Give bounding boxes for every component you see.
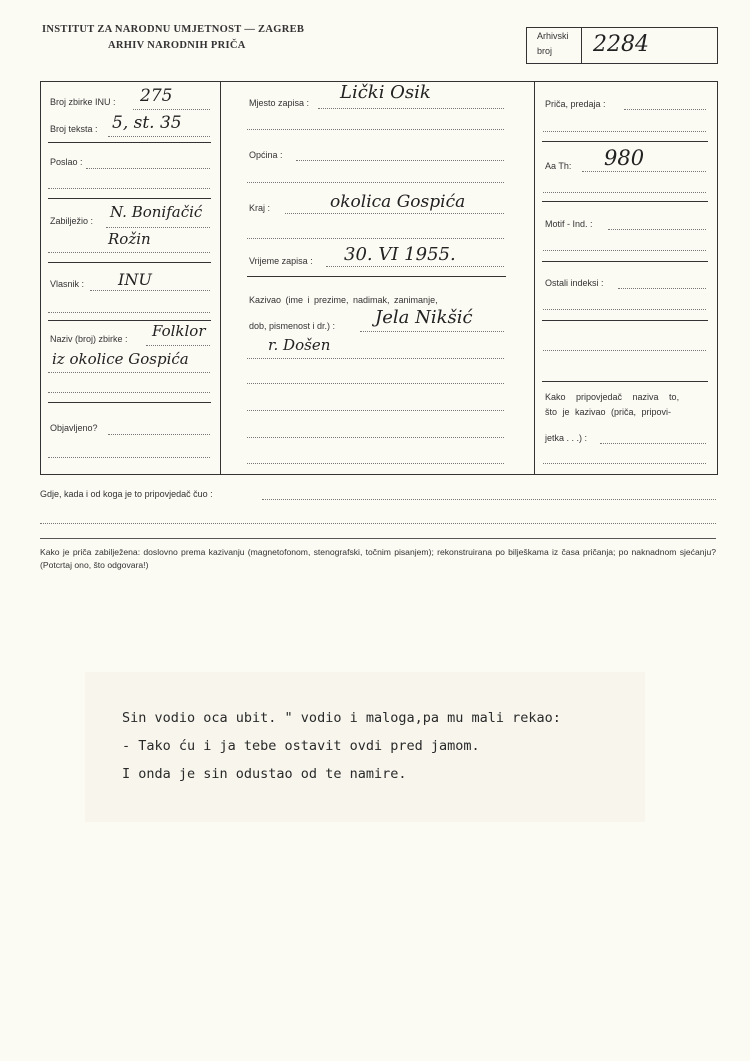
archive-number-box: [526, 27, 718, 64]
broj-teksta-value: 5, st. 35: [112, 113, 182, 133]
zabiljezio-value-1: N. Bonifačić: [110, 203, 203, 221]
kako-label-3: jetka . . .) :: [545, 433, 588, 443]
poslao-label: Poslao :: [50, 157, 83, 167]
kazivao-label-2: dob, pismenost i dr.) :: [249, 321, 336, 331]
story-line-2: - Tako ću i ja tebe ostavit ovdi pred jamom.: [122, 738, 480, 754]
naziv-value-2: iz okolice Gospića: [52, 350, 189, 368]
mjesto-label: Mjesto zapisa :: [249, 98, 310, 108]
archive-label-1: Arhivski: [537, 31, 569, 41]
kako-label-1: Kako pripovjedač naziva to,: [545, 392, 680, 402]
broj-zbirke-label: Broj zbirke INU :: [50, 97, 116, 107]
vlasnik-label: Vlasnik :: [50, 279, 85, 289]
story-line-3: I onda je sin odustao od te namire.: [122, 766, 407, 782]
zabiljezio-label: Zabilježio :: [50, 216, 94, 226]
ostali-label: Ostali indeksi :: [545, 278, 604, 288]
opcina-label: Općina :: [249, 150, 283, 160]
kako-zabiljezena-note: Kako je priča zabilježena: doslovno prema kazivanju (magnetofonom, stenografski, točnim pisanjem); rekonstruirana po bilješkama iz časa pričanja; po naknadnom sjećanju? (Potcrtaj ono, što odgovara!): [40, 547, 716, 570]
naziv-value-1: Folklor: [152, 322, 206, 340]
divider-left: [220, 81, 221, 474]
vlasnik-value: INU: [118, 270, 152, 289]
naziv-label: Naziv (broj) zbirke :: [50, 334, 128, 344]
institute-title: INSTITUT ZA NARODNU UMJETNOST — ZAGREB: [42, 24, 305, 35]
objavljeno-label: Objavljeno?: [50, 423, 98, 433]
archive-title: ARHIV NARODNIH PRIČA: [108, 40, 246, 51]
kako-label-2: što je kazivao (priča, pripovi-: [545, 407, 672, 417]
zabiljezio-value-2: Rožin: [108, 230, 151, 248]
aath-label: Aa Th:: [545, 161, 572, 171]
broj-zbirke-value: 275: [140, 86, 173, 106]
gdje-label: Gdje, kada i od koga je to pripovjedač čuo :: [40, 489, 213, 499]
archive-number: 2284: [593, 32, 649, 57]
kraj-label: Kraj :: [249, 203, 271, 213]
aath-value: 980: [604, 146, 645, 170]
kazivao-label-1: Kazivao (ime i prezime, nadimak, zanimanje,: [249, 295, 438, 305]
broj-teksta-label: Broj teksta :: [50, 124, 98, 134]
prica-label: Priča, predaja :: [545, 99, 606, 109]
vrijeme-value: 30. VI 1955.: [344, 244, 456, 265]
vrijeme-label: Vrijeme zapisa :: [249, 256, 313, 266]
motif-label: Motif - Ind. :: [545, 219, 593, 229]
kazivao-value-1: Jela Nikšić: [375, 307, 473, 328]
kazivao-value-2: r. Došen: [268, 336, 331, 354]
mjesto-value: Lički Osik: [340, 82, 431, 103]
kraj-value: okolica Gospića: [330, 192, 466, 212]
archive-label-2: broj: [537, 46, 553, 56]
story-line-1: Sin vodio oca ubit. " vodio i maloga,pa mu mali rekao:: [122, 710, 561, 726]
divider-right: [534, 81, 535, 474]
